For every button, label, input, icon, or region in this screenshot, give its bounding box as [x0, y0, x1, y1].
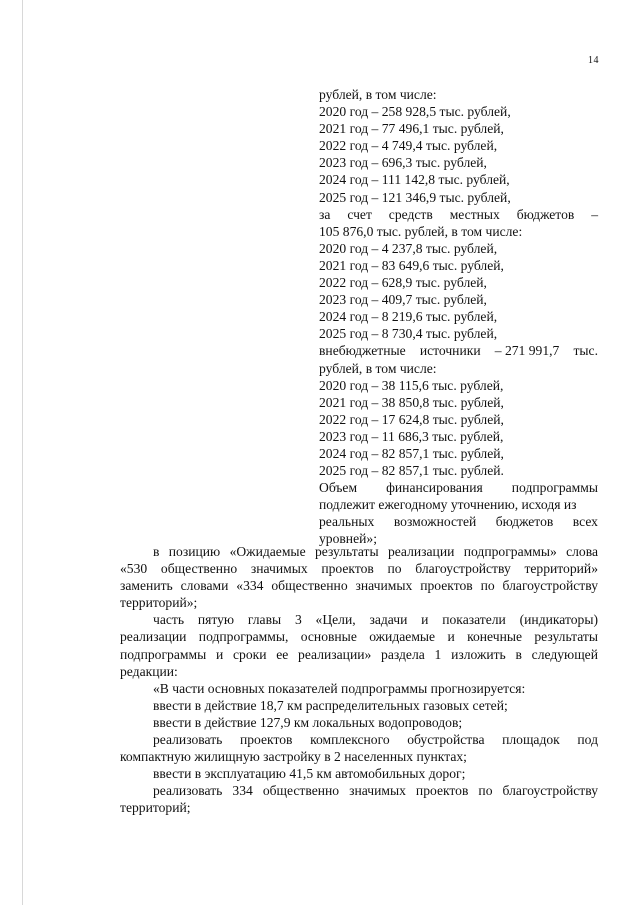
- word: подпрограммы: [511, 480, 598, 496]
- extrabudgetary-line: рублей, в том числе:: [319, 360, 437, 376]
- body-line: ввести в действие 127,9 км локальных водопроводов;: [153, 714, 463, 730]
- word: – 271 991,7: [494, 343, 560, 359]
- local-budget-line: 2024 год – 8 219,6 тыс. рублей,: [319, 309, 498, 325]
- local-budget-line: 105 876,0 тыс. рублей, в том числе:: [319, 223, 523, 239]
- local-budget-line: 2025 год – 8 730,4 тыс. рублей,: [319, 326, 498, 342]
- word: Объем: [319, 480, 358, 496]
- local-budget-line: 2023 год – 409,7 тыс. рублей,: [319, 292, 487, 308]
- body-line: компактную жилищную застройку в 2 населенных пунктах;: [120, 749, 467, 765]
- local-budget-line: 2020 год – 4 237,8 тыс. рублей,: [319, 240, 498, 256]
- extrabudgetary-line: 2024 год – 82 857,1 тыс. рублей,: [319, 445, 504, 461]
- financing-column: [319, 86, 598, 548]
- word: тыс.: [573, 343, 598, 359]
- word: источники: [419, 343, 481, 359]
- body-line: реализовать 334 общественно значимых проектов по благоустройству: [153, 783, 598, 799]
- local-budget-line: 2021 год – 83 649,6 тыс. рублей,: [319, 257, 504, 273]
- scan-edge: [22, 0, 23, 905]
- extrabudgetary-line: 2023 год – 11 686,3 тыс. рублей,: [319, 428, 504, 444]
- word: счет: [347, 206, 372, 222]
- main-text: [120, 543, 598, 817]
- closing-line: [319, 479, 598, 496]
- extrabudgetary-heading: [319, 342, 598, 359]
- word: местных: [449, 206, 500, 222]
- body-line: «В части основных показателей подпрограммы прогнозируется:: [153, 680, 526, 696]
- body-line: реализации подпрограммы, основные ожидаемые и конечные результаты: [120, 629, 598, 645]
- body-line: ввести в действие 18,7 км распределительных газовых сетей;: [153, 697, 508, 713]
- financing-line: 2023 год – 696,3 тыс. рублей,: [319, 155, 487, 171]
- body-line: заменить словами «334 общественно значимых проектов по благоустройству: [120, 578, 598, 594]
- word: за: [319, 206, 331, 222]
- word: бюджетов: [495, 514, 554, 530]
- body-line: в позицию «Ожидаемые результаты реализации подпрограммы» слова: [153, 544, 598, 559]
- word: бюджетов: [516, 206, 575, 222]
- financing-line: 2025 год – 121 346,9 тыс. рублей,: [319, 189, 511, 205]
- body-line: территорий»;: [120, 595, 198, 611]
- body-line: часть пятую главы 3 «Цели, задачи и показатели (индикаторы): [153, 612, 598, 628]
- body-line: подпрограммы и сроки ее реализации» раздела 1 изложить в следующей: [120, 646, 598, 662]
- financing-line: 2020 год – 258 928,5 тыс. рублей,: [319, 104, 511, 120]
- body-line: ввести в эксплуатацию 41,5 км автомобильных дорог;: [153, 766, 466, 782]
- local-budget-line: 2022 год – 628,9 тыс. рублей,: [319, 275, 487, 291]
- word: возможностей: [393, 514, 477, 530]
- body-line: территорий;: [120, 800, 191, 816]
- closing-line: уровней»;: [319, 531, 377, 547]
- financing-line: 2024 год – 111 142,8 тыс. рублей,: [319, 172, 510, 188]
- closing-line: подлежит ежегодному уточнению, исходя из: [319, 497, 577, 513]
- local-budget-heading: [319, 206, 598, 223]
- extrabudgetary-line: 2021 год – 38 850,8 тыс. рублей,: [319, 394, 504, 410]
- page-number: 14: [588, 55, 599, 66]
- word: всех: [572, 514, 598, 530]
- financing-line: 2021 год – 77 496,1 тыс. рублей,: [319, 121, 504, 137]
- body-line: редакции:: [120, 663, 178, 679]
- extrabudgetary-line: 2025 год – 82 857,1 тыс. рублей.: [319, 463, 504, 479]
- word: реальных: [319, 514, 375, 530]
- word: финансирования: [386, 480, 483, 496]
- word: внебюджетные: [319, 343, 406, 359]
- extrabudgetary-line: 2020 год – 38 115,6 тыс. рублей,: [319, 377, 504, 393]
- word: средств: [388, 206, 433, 222]
- financing-line: 2022 год – 4 749,4 тыс. рублей,: [319, 138, 498, 154]
- financing-line: рублей, в том числе:: [319, 87, 437, 102]
- body-line: «530 общественно значимых проектов по благоустройству территорий»: [120, 561, 598, 577]
- extrabudgetary-line: 2022 год – 17 624,8 тыс. рублей,: [319, 411, 504, 427]
- closing-line: [319, 513, 598, 530]
- word: –: [591, 206, 598, 222]
- body-line: реализовать проектов комплексного обустройства площадок под: [153, 732, 598, 748]
